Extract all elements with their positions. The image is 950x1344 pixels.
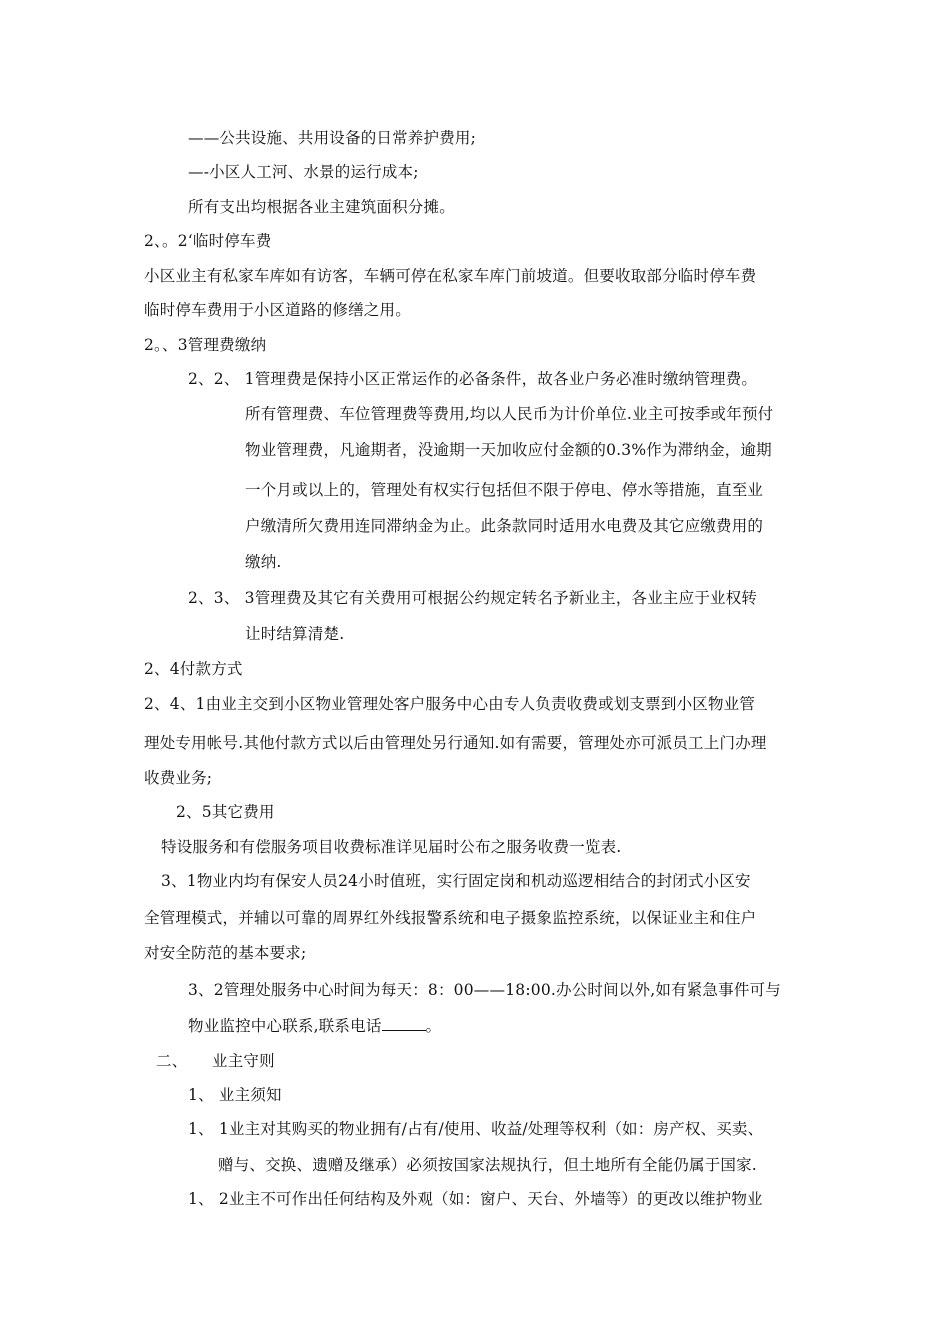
section-heading: 2、5其它费用 bbox=[176, 803, 275, 821]
section-heading: 2、。2‘临时停车费 bbox=[144, 232, 272, 250]
text-line bbox=[188, 1016, 441, 1036]
text-line: 2、4、1由业主交到小区物业管理处客户服务中心由专人负责收费或划支票到小区物业管 bbox=[144, 695, 756, 713]
text-line: 2、2、 1管理费是保持小区正常运作的必备条件，故各业户务必准时缴纳管理费。 bbox=[188, 370, 758, 388]
text-line: 3、2管理处服务中心时间为每天：8：00——18:00.办公时间以外,如有紧急事件可与 bbox=[188, 981, 781, 999]
chapter-title: 业主守则 bbox=[212, 1052, 275, 1070]
text-line: 小区业主有私家车库如有访客，车辆可停在私家车库门前坡道。但要收取部分临时停车费 bbox=[144, 267, 757, 285]
text-line: 临时停车费用于小区道路的修缮之用。 bbox=[144, 301, 411, 319]
text-line: 物业管理费，凡逾期者，没逾期一天加收应付金额的0.3%作为滞纳金，逾期 bbox=[245, 441, 772, 459]
phone-blank bbox=[382, 1016, 426, 1031]
text-line: 特设服务和有偿服务项目收费标准详见届时公布之服务收费一览表. bbox=[161, 838, 622, 856]
text-line: 所有管理费、车位管理费等费用,均以人民币为计价单位.业主可按季或年预付 bbox=[245, 405, 774, 423]
text-line: 理处专用帐号.其他付款方式以后由管理处另行通知.如有需要，管理处亦可派员工上门办理 bbox=[144, 734, 767, 752]
text-line: 3、1物业内均有保安人员24小时值班，实行固定岗和机动巡逻相结合的封闭式小区安 bbox=[161, 872, 751, 890]
period-text: 。 bbox=[425, 1017, 442, 1035]
text-line: 1、 2业主不可作出任何结构及外观（如：窗户、天台、外墙等）的更改以维护物业 bbox=[188, 1190, 763, 1208]
text-line: 收费业务; bbox=[144, 769, 213, 787]
text-line: 全管理模式，并辅以可靠的周界红外线报警系统和电子摄象监控系统，以保证业主和住户 bbox=[144, 909, 757, 927]
text-line: 对安全防范的基本要求; bbox=[144, 944, 307, 962]
section-heading: 1、 业主须知 bbox=[188, 1086, 282, 1104]
chapter-number: 二、 bbox=[156, 1052, 188, 1070]
text-line: 让时结算清楚. bbox=[245, 625, 345, 643]
text-line: 所有支出均根据各业主建筑面积分摊。 bbox=[188, 198, 455, 216]
text-line: ——公共设施、共用设备的日常养护费用; bbox=[188, 129, 477, 147]
text-line: 1、 1业主对其购买的物业拥有/占有/使用、收益/处理等权利（如：房产权、买卖、 bbox=[188, 1120, 764, 1138]
contact-text: 物业监控中心联系,联系电话 bbox=[188, 1017, 382, 1035]
text-line: 2、3、 3管理费及其它有关费用可根据公约规定转名予新业主，各业主应于业权转 bbox=[188, 589, 758, 607]
section-heading: 2。、3管理费缴纳 bbox=[144, 336, 267, 354]
section-heading: 2、4付款方式 bbox=[144, 660, 243, 678]
text-line: 赠与、交换、遗赠及继承）必须按国家法规执行，但土地所有全能仍属于国家. bbox=[218, 1156, 757, 1174]
text-line: —-小区人工河、水景的运行成本; bbox=[188, 163, 419, 181]
text-line: 户缴清所欠费用连同滞纳金为止。此条款同时适用水电费及其它应缴费用的 bbox=[245, 517, 764, 535]
text-line: 缴纳. bbox=[245, 553, 282, 571]
text-line: 一个月或以上的，管理处有权实行包括但不限于停电、停水等措施，直至业 bbox=[245, 481, 764, 499]
